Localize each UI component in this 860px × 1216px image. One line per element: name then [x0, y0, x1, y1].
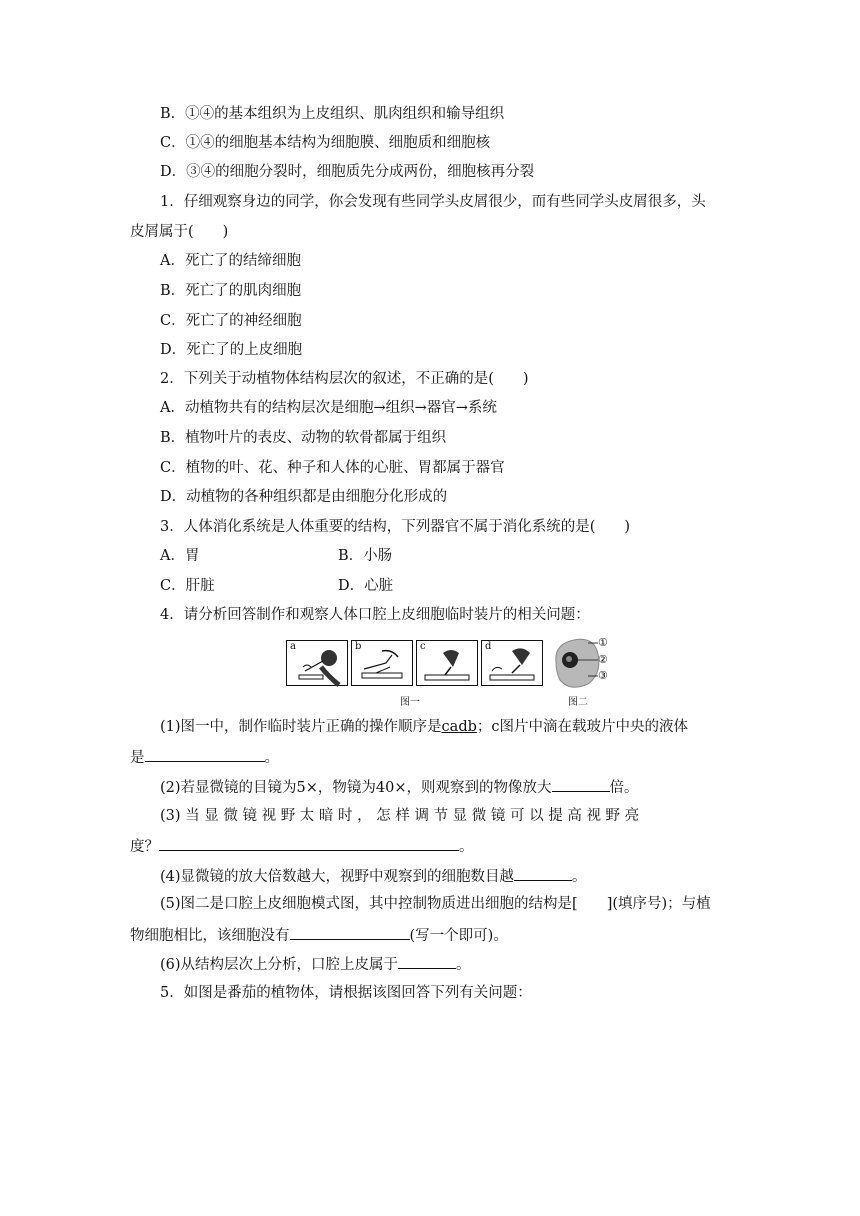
option-D: D．③④的细胞分裂时，细胞质先分成两份，细胞核再分裂 [160, 164, 535, 180]
q4-part5: (5)图二是口腔上皮细胞模式图，其中控制物质进出细胞的结构是[ ](填序号)；与植 [160, 896, 711, 912]
question-1-stem: 1．仔细观察身边的同学，你会发现有些同学头皮屑很少，而有些同学头皮屑很多，头 [160, 194, 706, 210]
option-C: C．①④的细胞基本结构为细胞膜、细胞质和细胞核 [160, 135, 491, 151]
label-1: ① [598, 636, 608, 649]
q4-part4: (4)显微镜的放大倍数越大，视野中观察到的细胞数目越 。 [160, 865, 587, 887]
answer-blank-liquid[interactable] [145, 746, 265, 762]
answer-cadb: cadb [441, 719, 477, 735]
dropper-illustration [417, 641, 479, 687]
answer-blank-magnification[interactable] [552, 776, 610, 792]
q4-part2: (2)若显微镜的目镜为5×，物镜为40×，则观察到的物像放大 倍。 [160, 776, 639, 798]
q3-option-D: D．心脏 [338, 578, 394, 594]
q4-part3-cont: 度？ 。 [130, 835, 474, 857]
question-5-stem: 5．如图是番茄的植物体，请根据该图回答下列有关问题： [160, 985, 532, 1001]
q4-part1-cont: 是 。 [130, 746, 279, 768]
question-3-stem: 3．人体消化系统是人体重要的结构，下列器官不属于消化系统的是( ) [160, 519, 631, 535]
label-2: ② [598, 653, 608, 666]
answer-blank-level[interactable] [398, 953, 456, 969]
q2-option-D: D．动植物的各种组织都是由细胞分化形成的 [160, 489, 448, 505]
cheek-cell-diagram [548, 636, 628, 690]
q3-option-C: C．肝脏 [160, 578, 215, 594]
q2-option-B: B．植物叶片的表皮、动物的软骨都属于组织 [160, 430, 447, 446]
q2-option-A: A．动植物共有的结构层次是细胞→组织→器官→系统 [160, 400, 497, 416]
figure-one [286, 640, 546, 688]
panel-d: d [481, 640, 543, 686]
figure-one-caption: 图一 [400, 697, 420, 708]
figure-two-caption: 图二 [568, 697, 588, 708]
answer-blank-missing-structure[interactable] [290, 924, 410, 940]
q4-part5-cont: 物细胞相比，该细胞没有 (写一个即可)。 [130, 924, 508, 946]
panel-a: a [286, 640, 348, 686]
q1-option-C: C．死亡了的神经细胞 [160, 313, 302, 329]
q2-option-C: C．植物的叶、花、种子和人体的心脏、胃都属于器官 [160, 460, 505, 476]
panel-c: c [416, 640, 478, 686]
q4-part3: (3) 当 显 微 镜 视 野 太 暗 时 ， 怎 样 调 节 显 微 镜 可 以 提 高 视 野 亮 [160, 808, 640, 824]
label-3: ③ [598, 669, 608, 682]
q1-option-B: B．死亡了的肌肉细胞 [160, 283, 302, 299]
question-2-stem: 2．下列关于动植物体结构层次的叙述，不正确的是( ) [160, 371, 529, 387]
q4-part1: (1)图一中，制作临时装片正确的操作顺序是cadb；c图片中滴在载玻片中央的液体 [160, 719, 689, 735]
panel-b: b [351, 640, 413, 686]
question-1-stem-cont: 皮屑属于( ) [130, 224, 229, 240]
question-4-stem: 4．请分析回答制作和观察人体口腔上皮细胞临时装片的相关问题： [160, 607, 590, 623]
answer-blank-brightness[interactable] [159, 835, 459, 851]
figure-two [548, 636, 628, 690]
q3-option-B: B．小肠 [338, 548, 393, 564]
q3-option-A: A．胃 [160, 548, 200, 564]
option-B: B．①④的基本组织为上皮组织、肌肉组织和输导组织 [160, 106, 505, 122]
q1-option-D: D．死亡了的上皮细胞 [160, 342, 303, 358]
q1-option-A: A．死亡了的结缔细胞 [160, 253, 301, 269]
scraping-cheek-illustration [287, 641, 349, 687]
answer-blank-cell-count[interactable] [514, 865, 572, 881]
q4-part6: (6)从结构层次上分析，口腔上皮属于 。 [160, 953, 471, 975]
